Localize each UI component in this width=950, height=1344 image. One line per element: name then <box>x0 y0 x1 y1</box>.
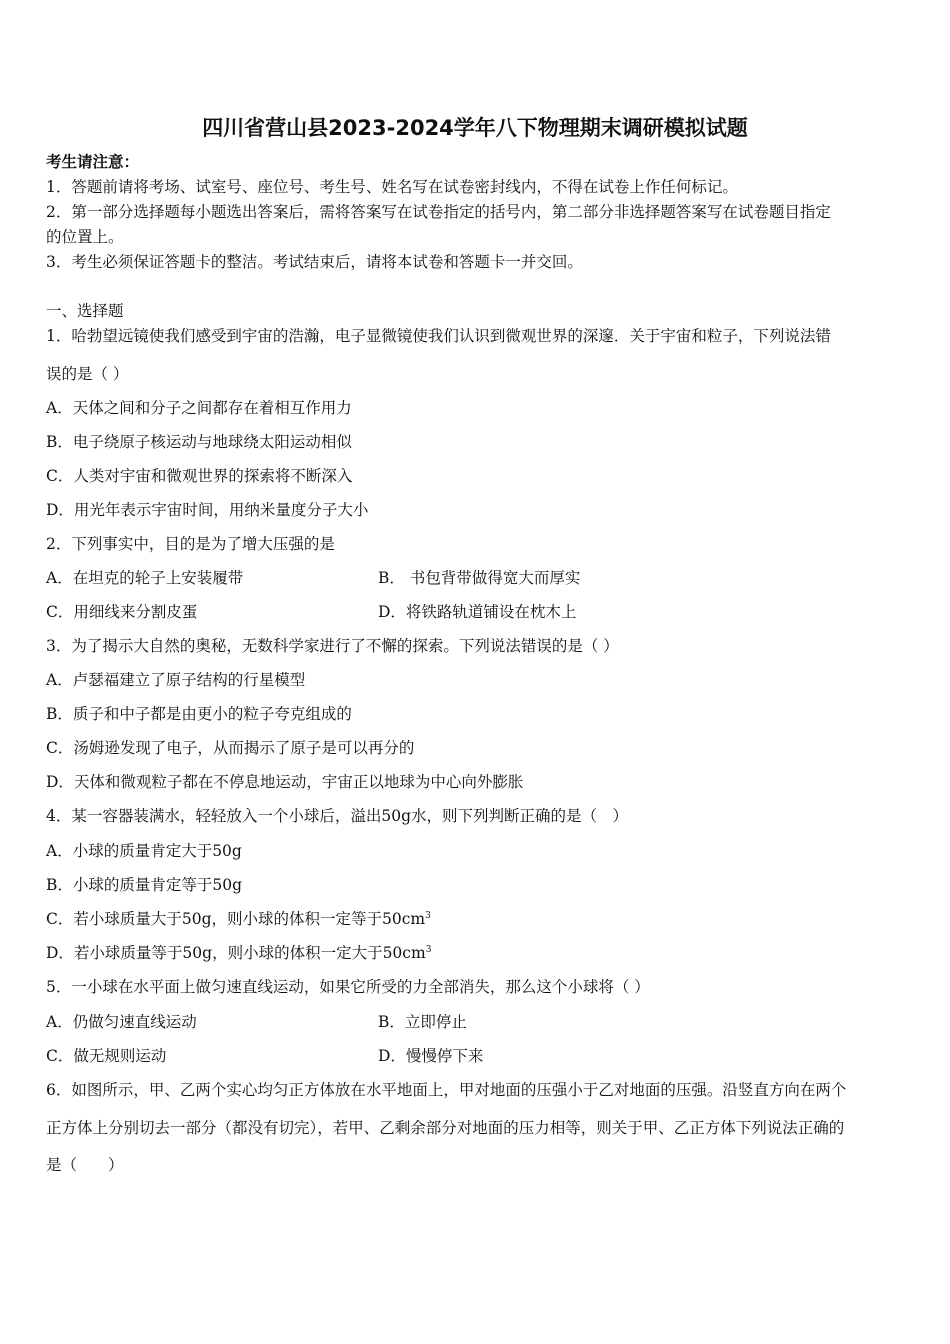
cubic-superscript: 3 <box>425 944 432 955</box>
question-stem: 4．某一容器装满水，轻轻放入一个小球后，溢出50g水，则下列判断正确的是（ ） <box>46 807 629 825</box>
option-d: D．用光年表示宇宙时间，用纳米量度分子大小 <box>46 501 369 519</box>
option-d <box>46 943 431 963</box>
option-c <box>46 909 431 929</box>
notice-item: 的位置上。 <box>46 228 124 246</box>
notice-item: 3．考生必须保证答题卡的整洁。考试结束后，请将本试卷和答题卡一并交回。 <box>46 253 583 271</box>
option-c-text: C．若小球质量大于50g，则小球的体积一定等于50cm <box>46 910 426 928</box>
option-d-text: D．若小球质量等于50g，则小球的体积一定大于50cm <box>46 944 426 962</box>
option-a: A．在坦克的轮子上安装履带 <box>46 569 244 587</box>
page-title: 四川省营山县2023-2024学年八下物理期末调研模拟试题 <box>202 116 748 140</box>
option-d: D．将铁路轨道铺设在枕木上 <box>378 603 577 621</box>
question-stem: 6．如图所示，甲、乙两个实心均匀正方体放在水平地面上，甲对地面的压强小于乙对地面的压强。沿竖直方向在两个 <box>46 1081 847 1099</box>
option-b: B．立即停止 <box>378 1013 467 1031</box>
option-c: C．汤姆逊发现了电子，从而揭示了原子是可以再分的 <box>46 739 415 757</box>
option-a: A．仍做匀速直线运动 <box>46 1013 197 1031</box>
option-d: D．慢慢停下来 <box>378 1047 484 1065</box>
option-b: B． 书包背带做得宽大而厚实 <box>378 569 581 587</box>
option-c: C．人类对宇宙和微观世界的探索将不断深入 <box>46 467 353 485</box>
question-stem: 3．为了揭示大自然的奥秘，无数科学家进行了不懈的探索。下列说法错误的是（ ） <box>46 637 619 655</box>
notice-item: 2．第一部分选择题每小题选出答案后，需将答案写在试卷指定的括号内，第二部分非选择题答案写在试卷题目指定 <box>46 203 831 221</box>
notice-item: 1．答题前请将考场、试室号、座位号、考生号、姓名写在试卷密封线内，不得在试卷上作任何标记。 <box>46 178 738 196</box>
notice-heading: 考生请注意： <box>46 152 140 171</box>
option-c: C．用细线来分割皮蛋 <box>46 603 198 621</box>
option-a: A．小球的质量肯定大于50g <box>46 842 242 860</box>
option-b: B．质子和中子都是由更小的粒子夸克组成的 <box>46 705 352 723</box>
section-heading: 一、选择题 <box>46 302 124 320</box>
question-stem: 误的是（ ） <box>46 365 129 383</box>
question-stem: 5．一小球在水平面上做匀速直线运动，如果它所受的力全部消失，那么这个小球将（ ） <box>46 978 650 996</box>
option-b: B．电子绕原子核运动与地球绕太阳运动相似 <box>46 433 352 451</box>
question-stem: 2．下列事实中，目的是为了增大压强的是 <box>46 535 335 553</box>
option-a: A．卢瑟福建立了原子结构的行星模型 <box>46 671 306 689</box>
question-stem: 1．哈勃望远镜使我们感受到宇宙的浩瀚，电子显微镜使我们认识到微观世界的深邃．关于宇宙和粒子，下列说法错 <box>46 327 831 345</box>
cubic-superscript: 3 <box>425 910 431 921</box>
option-b: B．小球的质量肯定等于50g <box>46 876 243 894</box>
question-stem: 是（ ） <box>46 1156 124 1174</box>
question-stem: 正方体上分别切去一部分（都没有切完），若甲、乙剩余部分对地面的压力相等，则关于甲、乙正方体下列说法正确的 <box>46 1119 845 1137</box>
option-c: C．做无规则运动 <box>46 1047 167 1065</box>
option-a: A．天体之间和分子之间都存在着相互作用力 <box>46 399 352 417</box>
option-d: D．天体和微观粒子都在不停息地运动，宇宙正以地球为中心向外膨胀 <box>46 773 524 791</box>
